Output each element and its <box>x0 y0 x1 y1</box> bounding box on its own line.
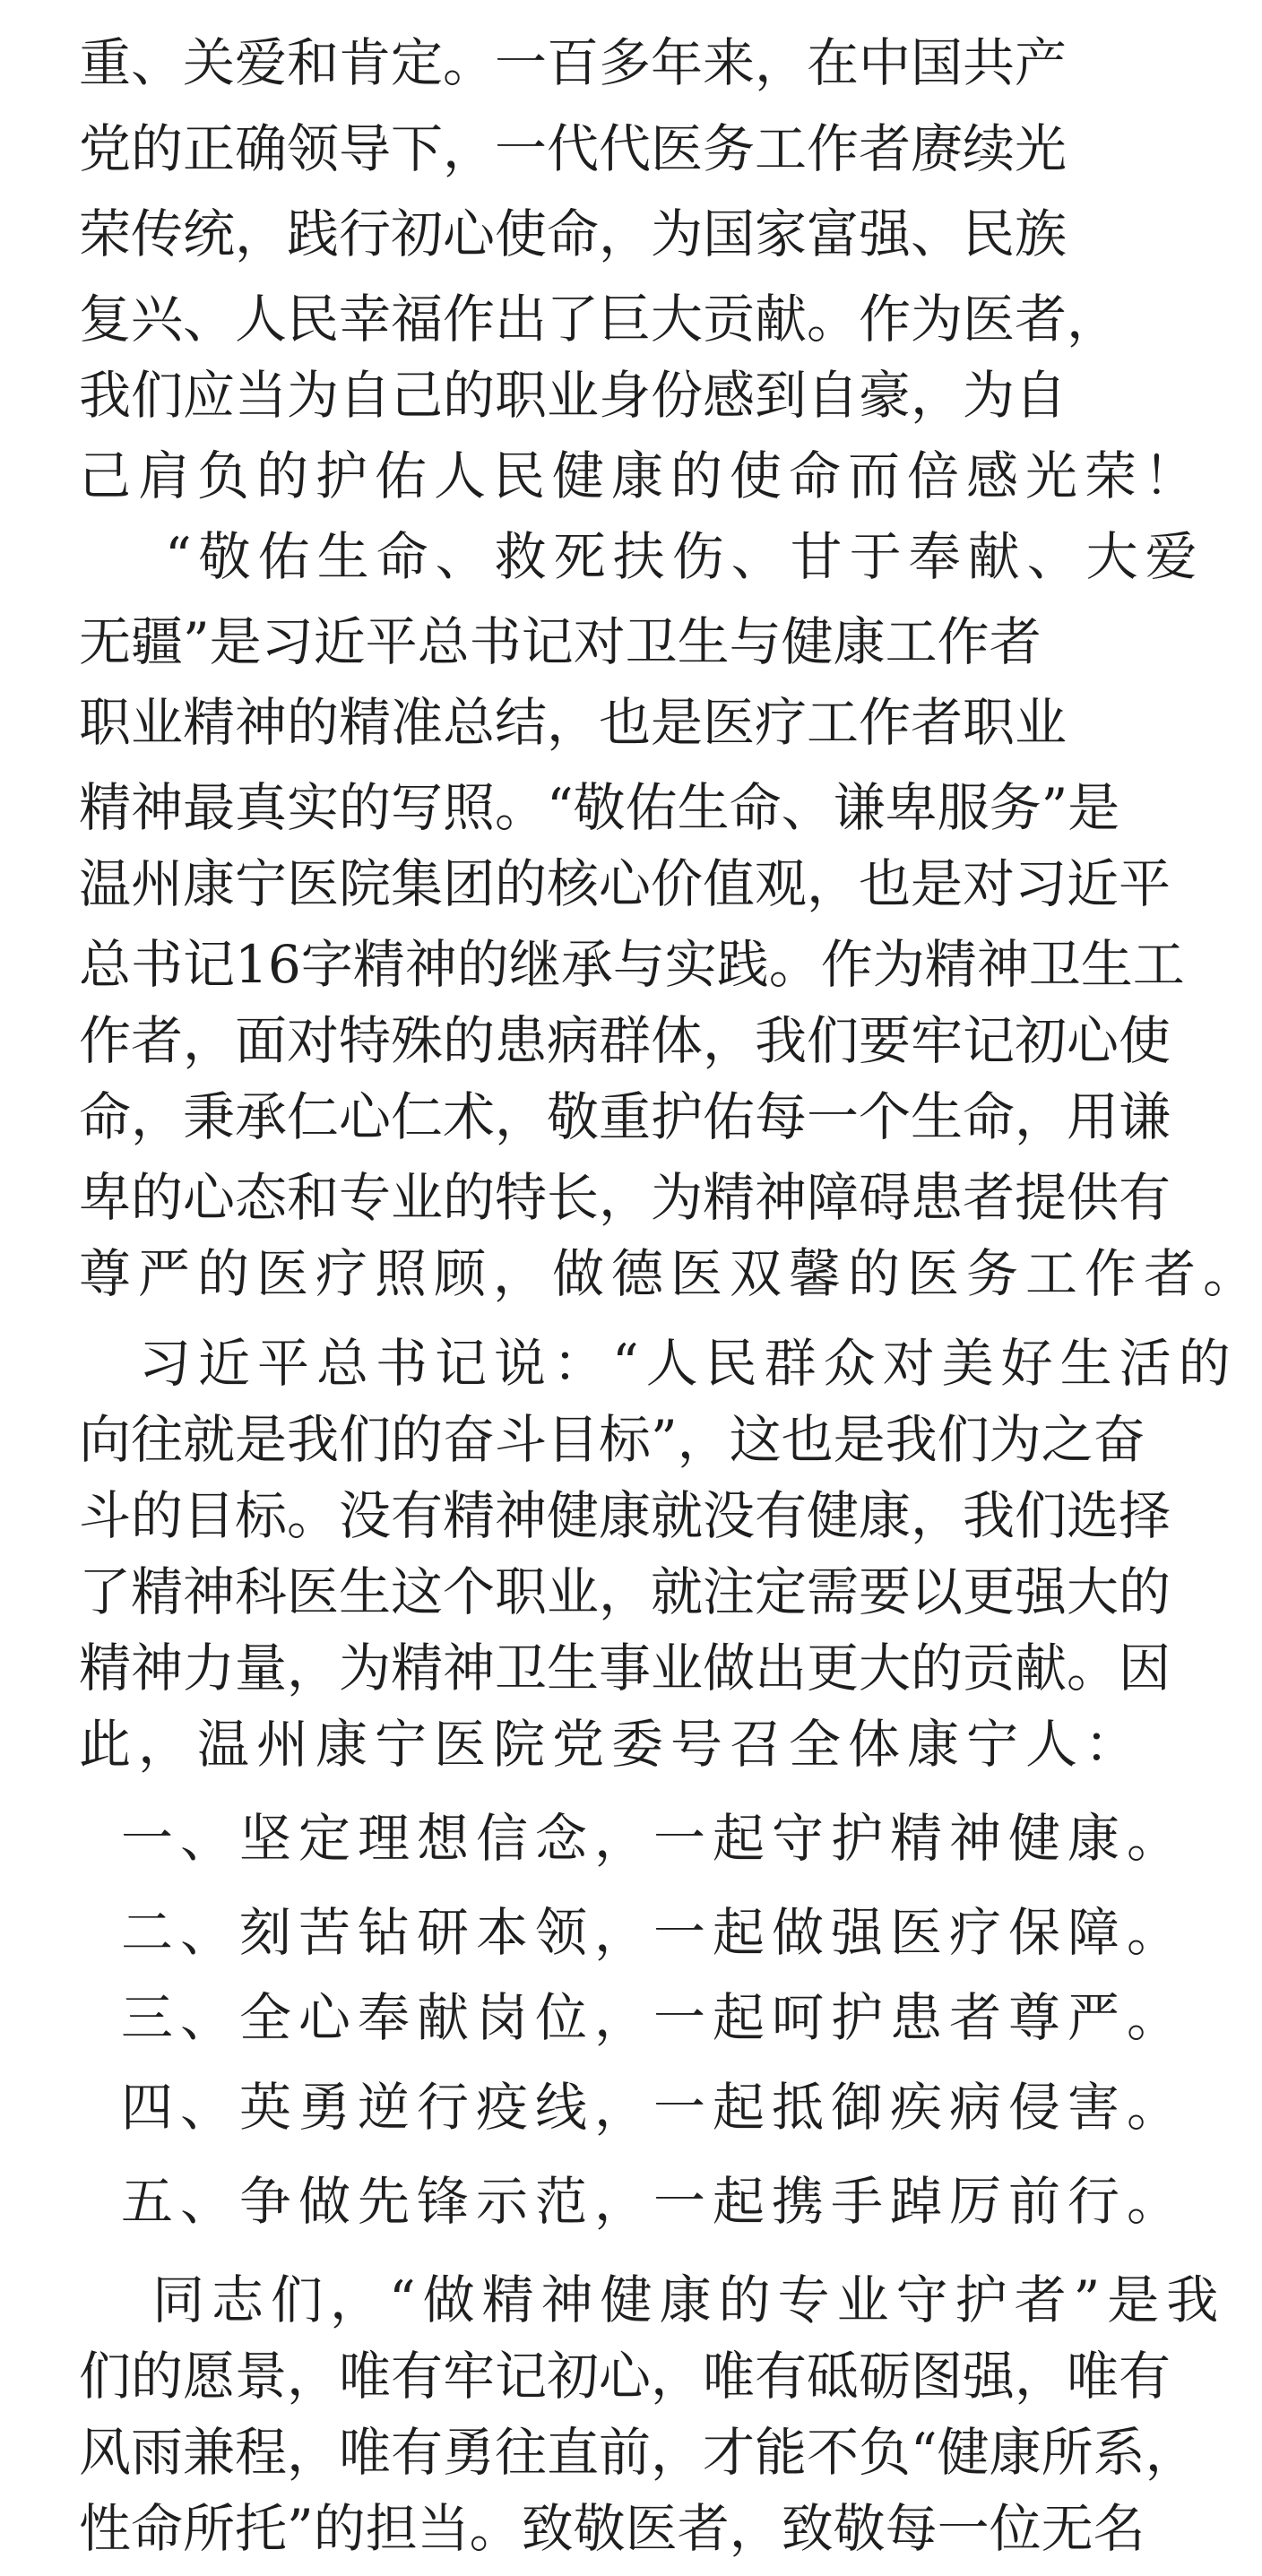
text-line: 职业精神的精准总结，也是医疗工作者职业 <box>79 692 1068 753</box>
text-line: 向往就是我们的奋斗目标”，这也是我们为之奋 <box>79 1409 1145 1470</box>
text-line: 党的正确领导下，一代代医务工作者赓续光 <box>79 118 1068 179</box>
text-line: 们的愿景，唯有牢记初心，唯有砥砺图强，唯有 <box>79 2346 1171 2407</box>
text-line: 精神最真实的写照。“敬佑生命、谦卑服务”是 <box>79 777 1120 838</box>
text-line: 此，温州康宁医院党委号召全体康宁人： <box>79 1714 1145 1775</box>
list-item: 三、全心奉献岗位，一起呵护患者尊严。 <box>121 1987 1187 2048</box>
text-line: 性命所托”的担当。致敬医者，致敬每一位无名 <box>79 2498 1145 2559</box>
text-line: 己肩负的护佑人民健康的使命而倍感光荣！ <box>79 445 1204 506</box>
text-line: 命，秉承仁心仁术，敬重护佑每一个生命，用谦 <box>79 1086 1171 1147</box>
text-line: 习近平总书记说：“人民群众对美好生活的 <box>139 1333 1238 1394</box>
text-line: 我们应当为自己的职业身份感到自豪，为自 <box>79 365 1068 426</box>
text-line: 重、关爱和肯定。一百多年来，在中国共产 <box>79 32 1068 93</box>
text-line: 斗的目标。没有精神健康就没有健康，我们选择 <box>79 1485 1171 1546</box>
text-line: 作者，面对特殊的患病群体，我们要牢记初心使 <box>79 1010 1171 1071</box>
list-item: 四、英勇逆行疫线，一起抵御疾病侵害。 <box>121 2077 1187 2138</box>
text-line: 了精神科医生这个职业，就注定需要以更强大的 <box>79 1561 1171 1622</box>
text-line: 荣传统，践行初心使命，为国家富强、民族 <box>79 203 1068 264</box>
text-line: 风雨兼程，唯有勇往直前，才能不负“健康所系， <box>79 2422 1197 2483</box>
text-line: 无疆”是习近平总书记对卫生与健康工作者 <box>79 611 1042 672</box>
text-line: 精神力量，为精神卫生事业做出更大的贡献。因 <box>79 1638 1171 1699</box>
text-line: 温州康宁医院集团的核心价值观，也是对习近平 <box>79 853 1171 914</box>
text-line: 总书记16字精神的继承与实践。作为精神卫生工 <box>79 934 1185 995</box>
text-line: 卑的心态和专业的特长，为精神障碍患者提供有 <box>79 1167 1171 1228</box>
list-item: 五、争做先锋示范，一起携手踔厉前行。 <box>121 2171 1187 2232</box>
list-item: 一、坚定理想信念，一起守护精神健康。 <box>121 1808 1187 1869</box>
list-item: 二、刻苦钻研本领，一起做强医疗保障。 <box>121 1902 1187 1963</box>
text-line: “敬佑生命、救死扶伤、甘于奉献、大爱 <box>165 526 1205 587</box>
text-line: 同志们，“做精神健康的专业守护者”是我 <box>152 2269 1226 2330</box>
text-line: 复兴、人民幸福作出了巨大贡献。作为医者， <box>79 289 1119 350</box>
text-line: 尊严的医疗照顾，做德医双馨的医务工作者。 <box>79 1243 1262 1304</box>
